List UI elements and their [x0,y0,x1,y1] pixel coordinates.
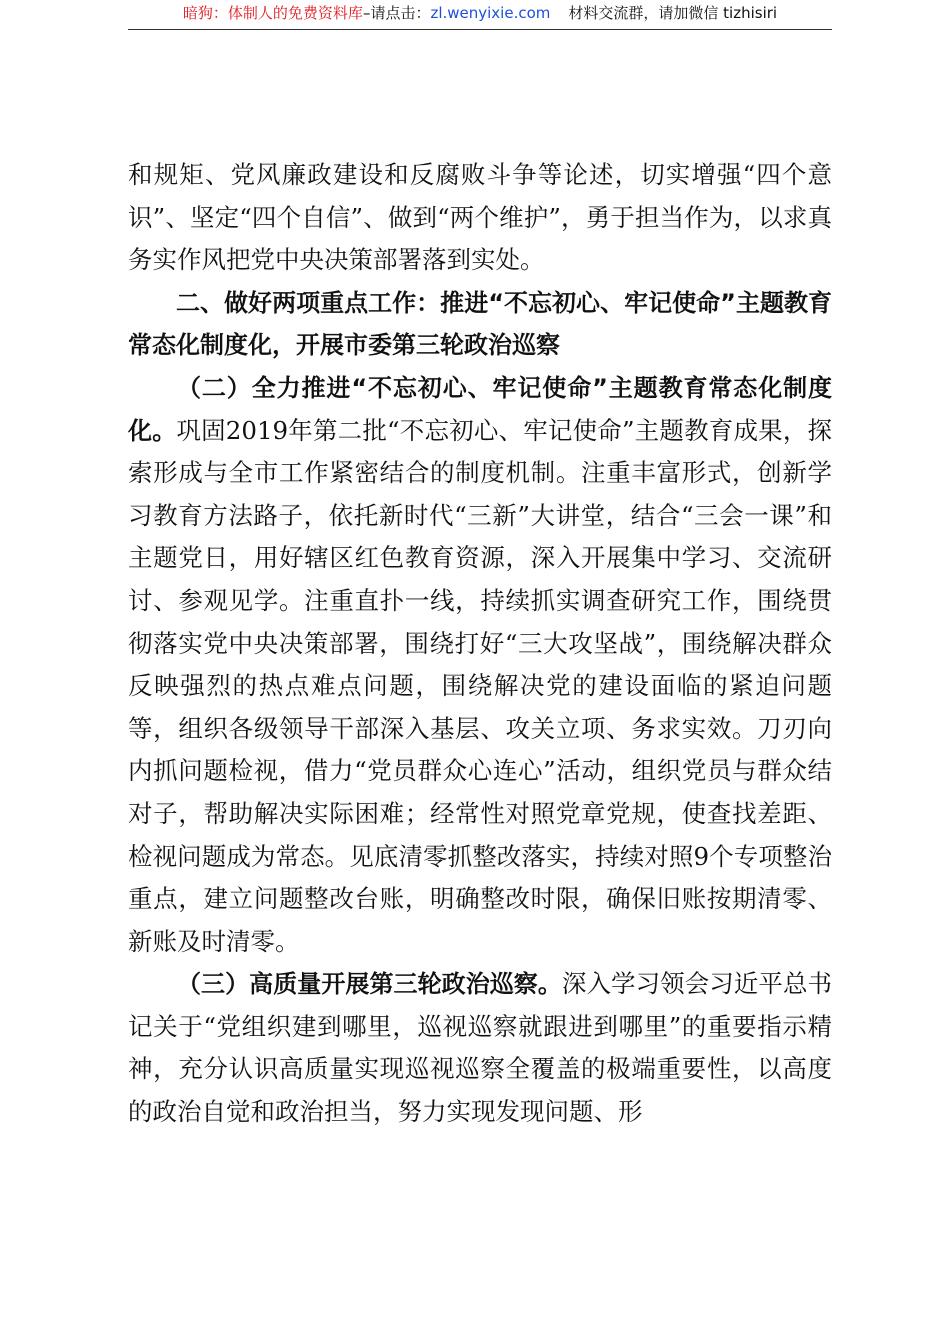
section-2-heading: 二、做好两项重点工作：推进“不忘初心、牢记使命”主题教育常态化制度化，开展市委第三轮政治巡察 [128,288,832,360]
item-3-title: （三）高质量开展第三轮政治巡察。 [177,970,562,999]
page-header-banner [128,0,832,30]
item-3-paragraph [128,963,832,1133]
item-2-title: （二）全力推进“不忘初心、牢记使命”主题教育常态化制度化。 [128,373,832,445]
click-prefix: –请点击： [362,4,431,22]
site-name: 暗狗：体制人的免费资料库 [182,4,363,22]
wechat-note: 材料交流群，请加微信 tizhisiri [568,4,778,22]
paragraph-1: 和规矩、党风廉政建设和反腐败斗争等论述，切实增强“四个意识”、坚定“四个自信”、做到“两个维护”，勇于担当作为，以求真务实作风把党中央决策部署落到实处。 [128,160,832,275]
item-3-text: 深入学习领会习近平总书记关于“党组织建到哪里，巡视巡察就跟进到哪里”的重要指示精神，充分认识高质量实现巡视巡察全覆盖的极端重要性，以高度的政治自觉和政治担当，努力实现发现问题、形 [128,969,832,1127]
site-url-link[interactable]: zl.wenyixie.com [430,4,551,22]
item-2-text: 巩固2019年第二批“不忘初心、牢记使命”主题教育成果，探索形成与全市工作紧密结合的制度机制。注重丰富形式，创新学习教育方法路子，依托新时代“三新”大讲堂，结合“三会一课”和主题党日，用好辖区红色教育资源，深入开展集中学习、交流研讨、参观见学。注重直扑一线，持续抓实调查研究工作，围绕贯彻落实党中央决策部署，围绕打好“三大攻坚战”，围绕解决群众反映强烈的热点难点问题，围绕解决党的建设面临的紧迫问题等，组织各级领导干部深入基层、攻关立项、务求实效。刀刃向内抓问题检视，借力“党员群众心连心”活动，组织党员与群众结对子，帮助解决实际困难；经常性对照党章党规，使查找差距、检视问题成为常态。见底清零抓整改落实，持续对照9个专项整治重点，建立问题整改台账，明确整改时限，确保旧账按期清零、新账及时清零。 [128,415,833,956]
document-body [128,154,832,1134]
item-2-paragraph [128,367,832,963]
